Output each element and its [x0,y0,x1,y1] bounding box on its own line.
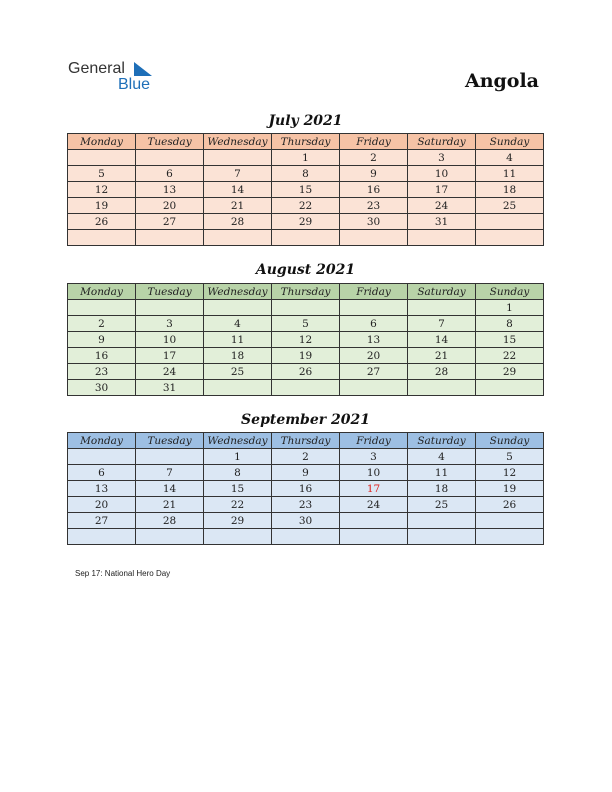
calendar-body [68,449,544,545]
day-cell: 2 [272,449,340,465]
weekday-header: Tuesday [136,134,204,150]
day-cell: 14 [136,481,204,497]
week-row [68,465,544,481]
day-cell: 18 [476,182,544,198]
day-cell: 18 [408,481,476,497]
day-cell: 17 [408,182,476,198]
day-cell: 13 [68,481,136,497]
weekday-header: Wednesday [204,134,272,150]
weekday-header: Monday [68,284,136,300]
week-row [68,300,544,316]
day-cell: 5 [476,449,544,465]
week-row [68,182,544,198]
day-cell: 17 [136,348,204,364]
holiday-day-cell: 17 [340,481,408,497]
day-cell: 7 [204,166,272,182]
day-cell: 1 [476,300,544,316]
day-cell [272,380,340,396]
day-cell [340,230,408,246]
week-row [68,380,544,396]
day-cell: 1 [204,449,272,465]
day-cell: 10 [340,465,408,481]
weekday-header: Friday [340,134,408,150]
weekday-header: Tuesday [136,433,204,449]
weekday-header: Friday [340,284,408,300]
day-cell [68,300,136,316]
day-cell: 30 [272,513,340,529]
day-cell: 23 [340,198,408,214]
day-cell [136,529,204,545]
week-row [68,166,544,182]
day-cell: 2 [68,316,136,332]
day-cell: 28 [408,364,476,380]
calendar-body [68,300,544,396]
day-cell: 19 [476,481,544,497]
day-cell: 31 [136,380,204,396]
weekday-header: Saturday [408,134,476,150]
day-cell [204,230,272,246]
week-row [68,230,544,246]
calendar-july [67,133,544,246]
day-cell [204,380,272,396]
day-cell [476,513,544,529]
calendar-body [68,150,544,246]
week-row [68,316,544,332]
holiday-note: Sep 17: National Hero Day [75,569,171,578]
day-cell [68,529,136,545]
day-cell [476,230,544,246]
weekday-header: Monday [68,134,136,150]
calendar-september [67,432,544,545]
weekday-header: Saturday [408,433,476,449]
day-cell: 22 [272,198,340,214]
day-cell [340,380,408,396]
country-title: Angola [464,70,539,92]
logo-blue-text: Blue [118,76,151,93]
day-cell: 25 [408,497,476,513]
day-cell: 27 [136,214,204,230]
day-cell [408,300,476,316]
day-cell [408,230,476,246]
day-cell [204,150,272,166]
day-cell: 26 [68,214,136,230]
day-cell: 9 [68,332,136,348]
week-row [68,214,544,230]
day-cell [272,300,340,316]
day-cell: 26 [272,364,340,380]
day-cell: 4 [408,449,476,465]
day-cell: 21 [204,198,272,214]
day-cell: 15 [204,481,272,497]
day-cell: 11 [204,332,272,348]
day-cell: 8 [272,166,340,182]
day-cell: 5 [272,316,340,332]
day-cell: 15 [272,182,340,198]
week-row [68,332,544,348]
day-cell: 21 [136,497,204,513]
weekday-header: Monday [68,433,136,449]
day-cell: 13 [340,332,408,348]
week-row [68,513,544,529]
day-cell: 16 [68,348,136,364]
day-cell: 12 [272,332,340,348]
day-cell [272,230,340,246]
week-row [68,529,544,545]
week-row [68,198,544,214]
day-cell: 19 [68,198,136,214]
day-cell [136,449,204,465]
day-cell: 9 [340,166,408,182]
day-cell [476,380,544,396]
weekday-header-row [68,433,544,449]
logo-general-text: General [68,60,125,77]
day-cell [408,513,476,529]
day-cell: 31 [408,214,476,230]
day-cell [340,529,408,545]
day-cell [68,449,136,465]
day-cell: 29 [204,513,272,529]
day-cell: 26 [476,497,544,513]
day-cell: 24 [136,364,204,380]
day-cell [68,150,136,166]
day-cell: 24 [340,497,408,513]
day-cell: 12 [68,182,136,198]
day-cell: 22 [204,497,272,513]
day-cell [408,529,476,545]
day-cell: 28 [204,214,272,230]
month-title-august: August 2021 [255,262,356,278]
day-cell: 3 [136,316,204,332]
day-cell: 11 [408,465,476,481]
day-cell: 9 [272,465,340,481]
day-cell: 5 [68,166,136,182]
day-cell: 15 [476,332,544,348]
weekday-header: Tuesday [136,284,204,300]
weekday-header: Sunday [476,284,544,300]
weekday-header: Friday [340,433,408,449]
day-cell: 14 [204,182,272,198]
day-cell: 3 [340,449,408,465]
day-cell: 22 [476,348,544,364]
day-cell: 7 [408,316,476,332]
day-cell: 16 [340,182,408,198]
day-cell: 6 [340,316,408,332]
day-cell: 20 [68,497,136,513]
weekday-header: Wednesday [204,433,272,449]
day-cell [340,300,408,316]
week-row [68,481,544,497]
day-cell [136,150,204,166]
day-cell [272,529,340,545]
day-cell [204,529,272,545]
day-cell: 4 [204,316,272,332]
day-cell: 23 [272,497,340,513]
day-cell: 1 [272,150,340,166]
day-cell: 25 [476,198,544,214]
month-title-july: July 2021 [268,113,343,129]
day-cell: 10 [136,332,204,348]
weekday-header-row [68,284,544,300]
day-cell: 14 [408,332,476,348]
day-cell: 4 [476,150,544,166]
month-title-september: September 2021 [241,412,370,428]
day-cell: 27 [68,513,136,529]
day-cell: 10 [408,166,476,182]
day-cell: 20 [340,348,408,364]
day-cell: 16 [272,481,340,497]
day-cell [476,529,544,545]
day-cell: 7 [136,465,204,481]
day-cell: 6 [136,166,204,182]
day-cell: 12 [476,465,544,481]
day-cell: 8 [476,316,544,332]
week-row [68,150,544,166]
weekday-header: Thursday [272,284,340,300]
day-cell: 28 [136,513,204,529]
day-cell: 20 [136,198,204,214]
day-cell [340,513,408,529]
week-row [68,449,544,465]
day-cell: 23 [68,364,136,380]
logo-triangle-icon [132,62,152,76]
weekday-header: Wednesday [204,284,272,300]
day-cell: 30 [340,214,408,230]
day-cell: 25 [204,364,272,380]
week-row [68,497,544,513]
day-cell [68,230,136,246]
day-cell: 29 [476,364,544,380]
week-row [68,364,544,380]
week-row [68,348,544,364]
day-cell: 29 [272,214,340,230]
day-cell [408,380,476,396]
day-cell: 11 [476,166,544,182]
day-cell: 13 [136,182,204,198]
day-cell: 6 [68,465,136,481]
weekday-header: Sunday [476,134,544,150]
weekday-header: Thursday [272,433,340,449]
day-cell: 18 [204,348,272,364]
day-cell: 19 [272,348,340,364]
day-cell: 21 [408,348,476,364]
weekday-header-row [68,134,544,150]
weekday-header: Sunday [476,433,544,449]
day-cell: 30 [68,380,136,396]
generalblue-logo [68,60,168,96]
weekday-header: Saturday [408,284,476,300]
day-cell [136,300,204,316]
weekday-header: Thursday [272,134,340,150]
day-cell [476,214,544,230]
calendar-august [67,283,544,396]
day-cell: 27 [340,364,408,380]
day-cell [136,230,204,246]
day-cell: 8 [204,465,272,481]
day-cell [204,300,272,316]
day-cell: 3 [408,150,476,166]
day-cell: 24 [408,198,476,214]
day-cell: 2 [340,150,408,166]
